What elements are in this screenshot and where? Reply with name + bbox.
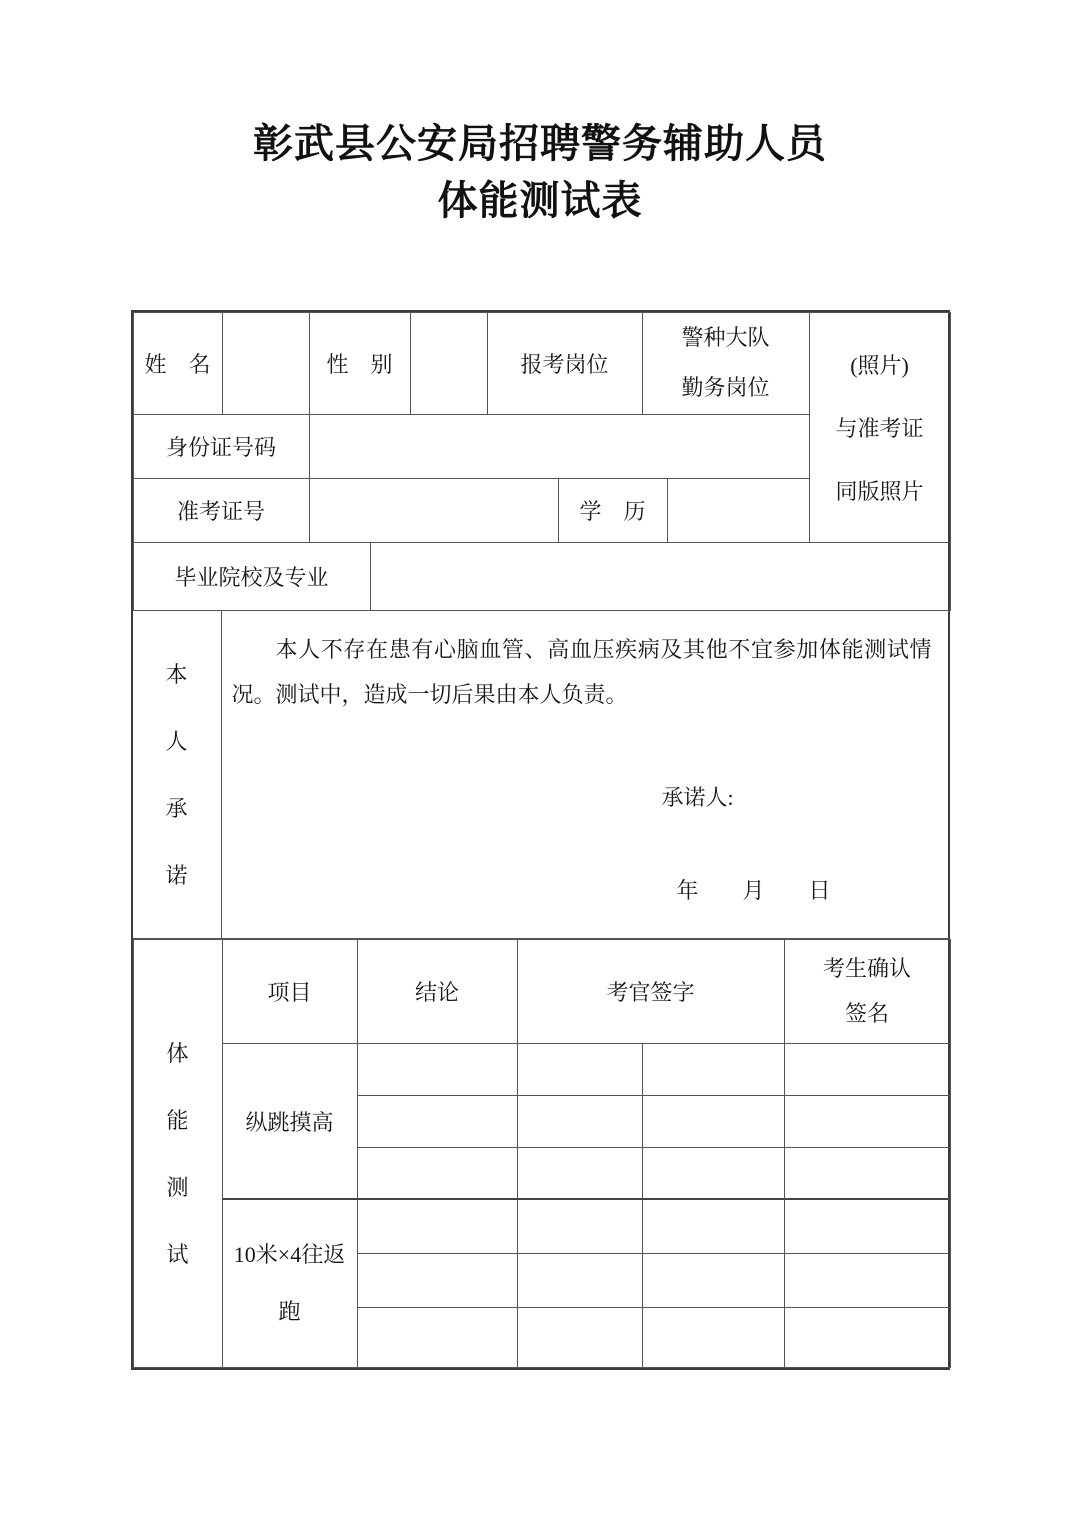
conclusion-cell — [357, 1147, 517, 1199]
education-value-cell — [667, 478, 809, 542]
form-title — [0, 116, 1080, 230]
applicant-info-table — [133, 312, 951, 611]
test-item-shuttle-run — [222, 1199, 357, 1367]
commitment-char-2: 人 — [165, 729, 188, 755]
commitment-char-4: 诺 — [165, 863, 188, 889]
commitment-section — [133, 611, 948, 939]
item-header-cell: 项目 — [222, 939, 357, 1043]
gender-label-cell: 性 别 — [309, 312, 410, 414]
fitness-char-3: 测 — [166, 1175, 189, 1201]
examiner-sign-cell-2 — [642, 1253, 784, 1307]
commitment-side-chars — [133, 611, 221, 938]
conclusion-cell — [357, 1307, 517, 1367]
photo-note-line2: 与准考证 — [835, 415, 924, 441]
candidate-confirm-cell — [784, 1199, 950, 1253]
id-number-value-cell — [309, 414, 809, 478]
fitness-test-table — [133, 939, 951, 1368]
fitness-char-2: 能 — [166, 1108, 189, 1134]
fitness-char-1: 体 — [166, 1041, 189, 1067]
examiner-sign-cell-2 — [642, 1095, 784, 1147]
commitment-char-1: 本 — [165, 662, 188, 688]
test-item-vertical-jump: 纵跳摸高 — [222, 1043, 357, 1199]
examiner-sign-cell-2 — [642, 1043, 784, 1095]
school-major-value-cell — [370, 542, 950, 610]
candidate-confirm-cell — [784, 1095, 950, 1147]
apply-position-label-cell: 报考岗位 — [487, 312, 642, 414]
examiner-sign-cell-2 — [642, 1307, 784, 1367]
conclusion-cell — [357, 1095, 517, 1147]
test-item-shuttle-run-text: 10米×4往返跑 — [233, 1242, 346, 1324]
examiner-sign-cell-1 — [517, 1199, 642, 1253]
examiner-sign-cell-1 — [517, 1095, 642, 1147]
form-table — [131, 310, 950, 1370]
examiner-sign-cell-2 — [642, 1147, 784, 1199]
fitness-test-side-chars — [134, 1037, 222, 1269]
name-label-cell: 姓 名 — [133, 312, 222, 414]
education-label-cell: 学 历 — [558, 478, 667, 542]
exam-ticket-label-cell: 准考证号 — [133, 478, 309, 542]
examiner-sign-cell-2 — [642, 1199, 784, 1253]
candidate-confirm-cell — [784, 1307, 950, 1367]
candidate-confirm-header-text: 考生确认签名 — [823, 956, 912, 1027]
commitment-side-label — [133, 611, 222, 938]
photo-note-line3: 同版照片 — [835, 478, 924, 504]
conclusion-header-cell: 结论 — [357, 939, 517, 1043]
fitness-char-4: 试 — [166, 1242, 189, 1268]
promisor-label: 承诺人: — [661, 784, 734, 810]
candidate-confirm-cell — [784, 1253, 950, 1307]
fitness-test-side-label — [133, 939, 222, 1367]
exam-ticket-value-cell — [309, 478, 558, 542]
conclusion-cell — [357, 1043, 517, 1095]
candidate-confirm-cell — [784, 1043, 950, 1095]
examiner-sign-header-cell: 考官签字 — [517, 939, 784, 1043]
name-value-cell — [222, 312, 309, 414]
commitment-char-3: 承 — [165, 796, 188, 822]
photo-note — [810, 349, 950, 506]
apply-position-value-line1: 警种大队 — [681, 324, 770, 350]
conclusion-cell — [357, 1199, 517, 1253]
date-line: 年 月 日 — [676, 877, 831, 903]
photo-note-line1: (照片) — [850, 352, 909, 378]
form-title-line2: 体能测试表 — [437, 177, 643, 223]
school-major-label-cell: 毕业院校及专业 — [133, 542, 370, 610]
apply-position-value-cell — [642, 312, 809, 414]
id-number-label-cell: 身份证号码 — [133, 414, 309, 478]
examiner-sign-cell-1 — [517, 1147, 642, 1199]
form-title-line1: 彰武县公安局招聘警务辅助人员 — [253, 121, 827, 166]
candidate-confirm-header-cell — [784, 939, 950, 1043]
conclusion-cell — [357, 1253, 517, 1307]
commitment-paragraph: 本人不存在患有心脑血管、高血压疾病及其他不宜参加体能测试情况。测试中，造成一切后果由本人负责。 — [231, 636, 932, 707]
examiner-sign-cell-1 — [517, 1253, 642, 1307]
commitment-body — [222, 611, 948, 938]
examiner-sign-cell-1 — [517, 1043, 642, 1095]
photo-placeholder-cell — [809, 312, 950, 542]
candidate-confirm-cell — [784, 1147, 950, 1199]
examiner-sign-cell-1 — [517, 1307, 642, 1367]
apply-position-value-line2: 勤务岗位 — [681, 375, 770, 401]
gender-value-cell — [410, 312, 487, 414]
